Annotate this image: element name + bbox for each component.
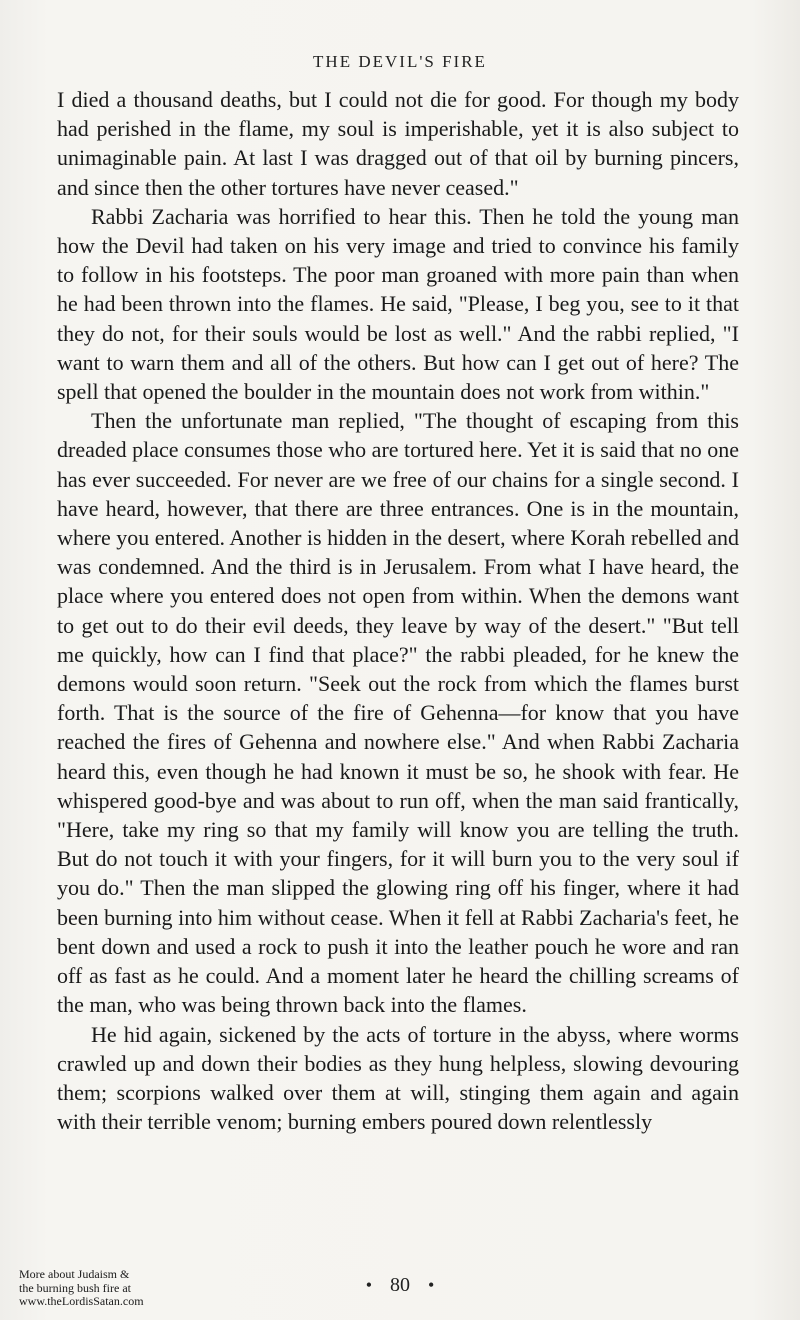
page-number: 80 [390,1274,410,1296]
paragraph-3: Then the unfortunate man replied, "The thought of escaping from this dreaded place consumes those who are tortured here. Yet it is said that no one has ever succeeded. For never are we free of our chains for a single second. I have heard, however, that there are three entrances. One is in the mountain, where you entered. Another is hidden in the desert, where Korah rebelled and was condemned. And the third is in Jerusalem. From what I have heard, the place where you entered does not open from within. When the demons want to get out to do their evil deeds, they leave by way of the desert." "But tell me quickly, how can I find that place?" the rabbi pleaded, for he knew the demons would soon return. "Seek out the rock from which the flames burst forth. That is the source of the fire of Gehenna—for know that you have reached the fires of Gehenna and nowhere else." And when Rabbi Zacharia heard this, even though he had known it must be so, he shook with fear. He whispered good-bye and was about to run off, when the man said frantically, "Here, take my ring so that my family will know you are telling the truth. But do not touch it with your fingers, for it will burn you to the very soul if you do." Then the man slipped the glowing ring off his finger, where it had been burning into him without cease. When it fell at Rabbi Zacharia's feet, he bent down and used a rock to push it into the leather pouch he wore and ran off as fast as he could. And a moment later he heard the chilling screams of the man, who was being thrown back into the flames. [57,408,739,1018]
body-text [57,85,739,1136]
folio-bullet-right: • [428,1275,435,1295]
footer-note-link[interactable]: www.theLordisSatan.com [19,1294,144,1308]
paragraph-1: I died a thousand deaths, but I could not die for good. For though my body had perished in the flame, my soul is imperishable, yet it is also subject to unimaginable pain. At last I was dragged out of that oil by burning pincers, and since then the other tortures have never ceased." [57,87,739,200]
footer-note-line-2: the burning bush fire at [19,1280,131,1295]
footer-note-line-1: More about Judaism & [19,1267,130,1281]
paragraph-4: He hid again, sickened by the acts of torture in the abyss, where worms crawled up and down their bodies as they hung helpless, slowing devouring them; scorpions walked over them at will, stinging them again and again with their terrible venom; burning embers poured down relentlessly [57,1021,739,1135]
paragraph-2: Rabbi Zacharia was horrified to hear this. Then he told the young man how the Devil had taken on his very image and tried to convince his family to follow in his footsteps. The poor man groaned with more pain than when he had been thrown into the flames. He said, "Please, I beg you, see to it that they do not, for their souls would be lost as well." And the rabbi replied, "I want to warn them and all of the others. But how can I get out of here? The spell that opened the boulder in the mountain does not work from within." [57,203,739,405]
folio [0,1274,800,1297]
folio-bullet-left: • [365,1275,372,1295]
running-head: THE DEVIL'S FIRE [313,52,487,71]
